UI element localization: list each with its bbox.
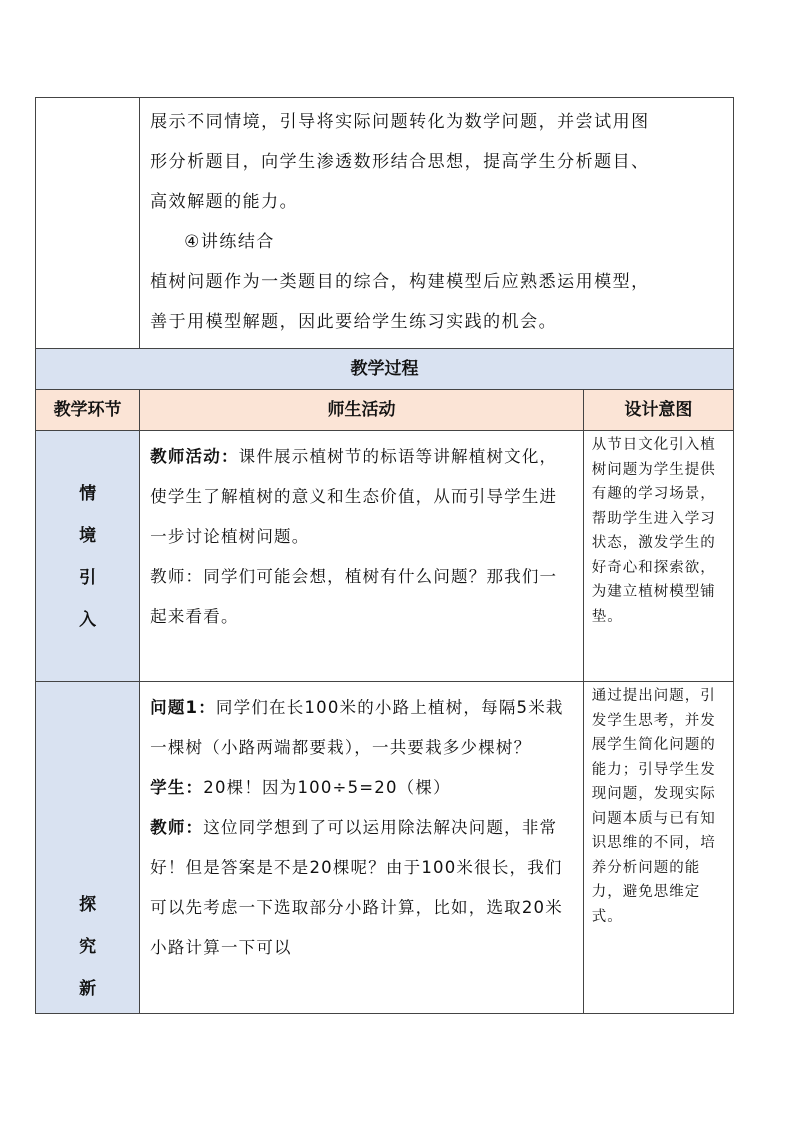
stage-char: 情 [79, 484, 97, 504]
activity-paragraph [150, 688, 573, 768]
activity-label: 教师： [150, 818, 204, 837]
intent-cell [583, 431, 733, 682]
activity-label: 教师活动： [150, 447, 239, 466]
activity-text: 课件展示植树节的标语等讲解植树文化，使学生了解植树的意义和生态价值，从而引导学生进一步讨论植树问题。 [150, 447, 558, 546]
intro-text-cell [140, 98, 734, 349]
intro-line: 善于用模型解题，因此要给学生练习实践的机会。 [150, 312, 558, 332]
stage-char: 引 [79, 568, 97, 588]
intro-line: 高效解题的能力。 [150, 192, 299, 212]
table-row [36, 682, 734, 1014]
column-header-activity: 师生活动 [140, 390, 584, 431]
activity-cell [140, 431, 584, 682]
activity-paragraph [150, 808, 573, 968]
stage-char: 新 [79, 979, 97, 999]
intro-line: 植树问题作为一类题目的综合，构建模型后应熟悉运用模型， [150, 272, 650, 292]
lesson-plan-table [35, 97, 734, 1014]
intro-line: 展示不同情境，引导将实际问题转化为数学问题，并尝试用图 [150, 112, 650, 132]
activity-paragraph [150, 437, 573, 557]
column-header-intent: 设计意图 [583, 390, 733, 431]
stage-char: 入 [79, 610, 97, 630]
intent-cell [583, 682, 733, 1014]
activity-cell [140, 682, 584, 1014]
table-row [36, 431, 734, 682]
process-header: 教学过程 [36, 349, 734, 390]
intent-text: 从节日文化引入植树问题为学生提供有趣的学习场景，帮助学生进入学习状态，激发学生的好奇心和探索欲，为建立植树模型铺垫。 [591, 437, 716, 625]
intro-line: 形分析题目，向学生渗透数形结合思想，提高学生分析题目、 [150, 152, 650, 172]
activity-text: 这位同学想到了可以运用除法解决问题，非常好！但是答案是不是20棵呢？由于100米很长，我们可以先考虑一下选取部分小路计算，比如，选取20米小路计算一下可以 [150, 818, 563, 957]
stage-char: 境 [79, 526, 97, 546]
activity-label: 学生： [150, 778, 204, 797]
activity-text: 同学们在长100米的小路上植树，每隔5米栽一棵树（小路两端都要栽），一共要栽多少棵树？ [150, 698, 564, 757]
intent-text: 通过提出问题，引发学生思考，并发展学生简化问题的能力；引导学生发现问题，发现实际问题本质与已有知识思维的不同，培养分析问题的能力，避免思维定式。 [591, 688, 716, 925]
stage-char: 探 [79, 895, 97, 915]
stage-cell [36, 431, 140, 682]
intro-empty-cell [36, 98, 140, 349]
activity-text: 教师：同学们可能会想，植树有什么问题？那我们一起来看看。 [150, 567, 558, 626]
intro-row [36, 98, 734, 349]
column-header-row [36, 390, 734, 431]
stage-cell [36, 682, 140, 1014]
activity-label: 问题1： [150, 698, 216, 717]
stage-char: 究 [79, 937, 97, 957]
column-header-stage: 教学环节 [36, 390, 140, 431]
activity-paragraph [150, 768, 573, 808]
page [35, 97, 734, 1014]
process-header-row [36, 349, 734, 390]
activity-text: 20棵！因为100÷5=20（棵） [203, 778, 451, 797]
activity-paragraph [150, 557, 573, 637]
intro-item-heading: ④讲练结合 [184, 232, 275, 252]
